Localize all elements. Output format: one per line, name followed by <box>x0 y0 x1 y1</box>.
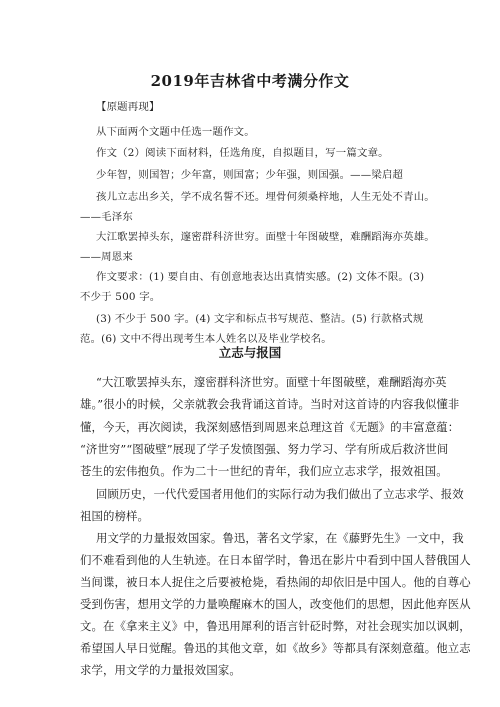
essay-line: 用文学的力量报效国家。鲁迅，著名文学家，在《藤野先生》一文中，我 <box>96 531 464 545</box>
essay-line: 求学，用文学的力量报效国家。 <box>80 663 241 677</box>
prompt-line: 不少于 500 字。 <box>80 291 161 303</box>
essay-line: 当间谍，被日本人捉住之后要被枪毙，看热闹的却依旧是中国人。他的自尊心 <box>80 575 471 589</box>
essay-line: “大江歌罢掉头东，邃密群科济世穷。面壁十年图破壁，难酬蹈海亦英 <box>96 375 447 389</box>
essay-line: 回顾历史，一代代爱国者用他们的实际行动为我们做出了立志求学、报效 <box>96 487 464 501</box>
essay-line: 雄。”很小的时候，父亲就教会我背诵这首诗。当时对这首诗的内容我似懂非 <box>80 397 460 411</box>
prompt-line: ——周恩来 <box>80 251 133 263</box>
essay-line: 祖国的榜样。 <box>80 509 149 523</box>
prompt-line: 少年智，则国智；少年富，则国富；少年强，则国强。——梁启超 <box>96 169 404 181</box>
essay-line: 苍生的宏伟抱负。作为二十一世纪的青年，我们应立志求学，报效祖国。 <box>80 464 448 478</box>
prompt-line: 作文（2）阅读下面材料，任选角度，自拟题目，写一篇文章。 <box>96 147 389 159</box>
prompt-line: 【原题再现】 <box>96 101 160 113</box>
essay-line: “济世穷”“图破壁”展现了学子发愤图强、努力学习、学有所成后救济世间 <box>80 442 449 456</box>
prompt-line: 从下面两个文题中任选一题作文。 <box>96 126 255 138</box>
prompt-line: 作文要求：(1) 要自由、有创意地表达出真情实感。(2) 文体不限。(3) <box>96 271 425 283</box>
essay-title: 立志与报国 <box>218 345 282 360</box>
document-title: 2019年吉林省中考满分作文 <box>150 72 350 90</box>
prompt-line: 范。(6) 文中不得出现考生本人姓名以及毕业学校名。 <box>80 333 332 345</box>
essay-line: 希望国人早日觉醒。鲁迅的其他文章，如《故乡》等都具有深刻意蕴。他立志 <box>80 641 471 655</box>
essay-line: 文。在《拿来主义》中，鲁迅用犀利的语言针砭时弊，对社会现实加以讽刺， <box>80 619 471 633</box>
prompt-line: ——毛泽东 <box>80 211 133 223</box>
prompt-line: (3) 不少于 500 字。(4) 文字和标点书写规范、整洁。(5) 行款格式规 <box>96 313 424 325</box>
essay-line: 懂，今天，再次阅读，我深刻感悟到周恩来总理这首《无题》的丰富意蕴： <box>80 420 460 434</box>
prompt-line: 大江歌罢掉头东，邃密群科济世穷。面壁十年图破壁，难酬蹈海亦英雄。 <box>96 231 435 243</box>
prompt-line: 孩儿立志出乡关，学不成名誓不还。埋骨何须桑梓地，人生无处不青山。 <box>96 191 435 203</box>
essay-line: 受到伤害，想用文学的力量唤醒麻木的国人，改变他们的思想，因此他弃医从 <box>80 597 471 611</box>
essay-line: 们不难看到他的人生轨迹。在日本留学时，鲁迅在影片中看到中国人替俄国人 <box>80 553 471 567</box>
